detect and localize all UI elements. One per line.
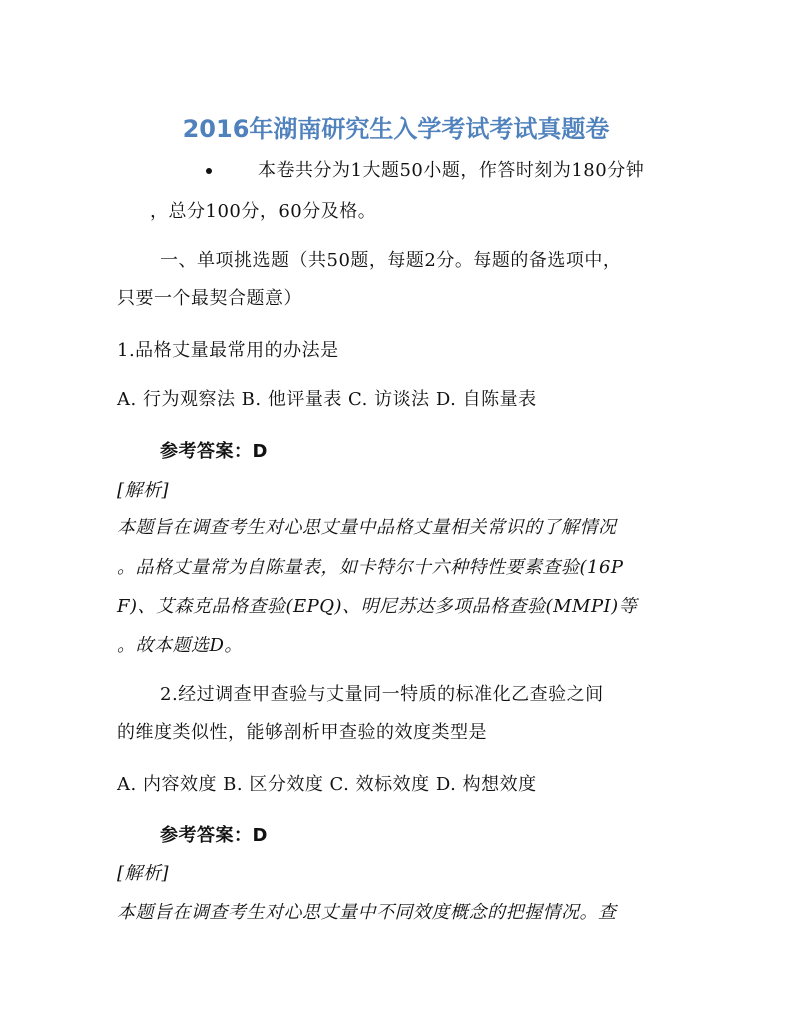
section-heading-line-1: 一、单项挑选题（共50题，每题2分。每题的备选项中， — [160, 250, 622, 271]
question-1-options: A. 行为观察法 B. 他评量表 C. 访谈法 D. 自陈量表 — [117, 389, 537, 410]
question-1-answer: 参考答案：D — [160, 441, 268, 462]
question-1-stem: 1.品格丈量最常用的办法是 — [117, 340, 339, 361]
question-1-analysis-line-1: 本题旨在调查考生对心思丈量中品格丈量相关常识的了解情况 — [117, 517, 617, 538]
section-heading-line-2: 只要一个最契合题意） — [117, 288, 302, 309]
intro-line-1: 本卷共分为1大题50小题，作答时刻为180分钟 — [258, 160, 645, 181]
question-1-analysis-line-4: 。故本题选D。 — [117, 635, 243, 656]
intro-line-2: ，总分100分，60分及格。 — [150, 201, 377, 222]
question-1-analysis-line-3: F)、艾森克品格查验(EPQ)、明尼苏达多项品格查验(MMPI)等 — [117, 596, 638, 617]
question-2-analysis-line-1: 本题旨在调查考生对心思丈量中不同效度概念的把握情况。查 — [117, 902, 617, 923]
question-2-answer: 参考答案：D — [160, 825, 268, 846]
bullet-icon — [206, 168, 212, 174]
document-title: 2016年湖南研究生入学考试考试真题卷 — [182, 115, 610, 143]
question-2-analysis-label: [解析] — [117, 863, 170, 884]
question-2-stem-line-1: 2.经过调查甲查验与丈量同一特质的标准化乙查验之间 — [160, 684, 604, 705]
question-2-options: A. 内容效度 B. 区分效度 C. 效标效度 D. 构想效度 — [117, 774, 537, 795]
question-1-analysis-line-2: 。品格丈量常为自陈量表，如卡特尔十六种特性要素查验(16P — [117, 557, 624, 578]
question-2-stem-line-2: 的维度类似性，能够剖析甲查验的效度类型是 — [117, 722, 487, 743]
question-1-analysis-label: [解析] — [117, 480, 170, 501]
